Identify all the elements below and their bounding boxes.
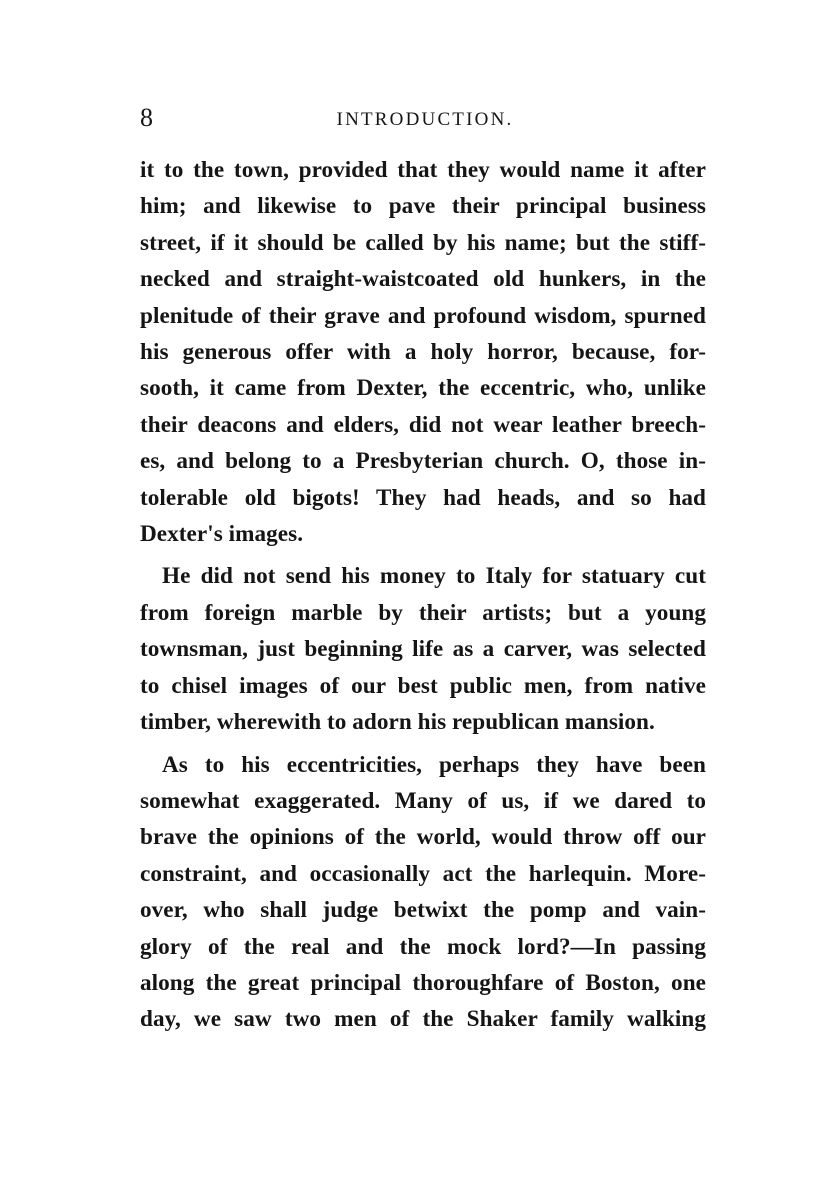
paragraph [140,747,706,1038]
text-line: Dexter's images. [140,521,304,548]
text-line: day, we saw two men of the Shaker family walking [140,1006,706,1033]
page-number: 8 [140,103,153,132]
text-line: He did not send his money to Italy for statuary cut [162,563,706,590]
text-line: es, and belong to a Presbyterian church. O, those in- [140,448,706,475]
text-line: from foreign marble by their artists; but a young [140,599,706,626]
text-line: townsman, just beginning life as a carver, was selected [140,636,706,663]
text-line: their deacons and elders, did not wear leather breech- [140,411,706,438]
text-line: somewhat exaggerated. Many of us, if we dared to [140,787,706,814]
text-line: brave the opinions of the world, would throw off our [140,824,706,851]
running-head: INTRODUCTION. [336,109,514,130]
text-line: along the great principal thoroughfare of Boston, one [140,969,706,996]
text-line: timber, wherewith to adorn his republican mansion. [140,709,655,736]
text-line: his generous offer with a holy horror, because, for- [140,339,706,366]
paragraph [140,152,706,552]
text-line: glory of the real and the mock lord?—In passing [140,933,706,960]
text-line: plenitude of their grave and profound wisdom, spurned [140,302,706,329]
text-line: constraint, and occasionally act the harlequin. More- [140,860,706,887]
paragraph [140,558,706,740]
text-line: over, who shall judge betwixt the pomp and vain- [140,897,706,924]
text-line: to chisel images of our best public men, from native [140,672,706,699]
text-line: necked and straight-waistcoated old hunkers, in the [140,266,706,293]
text-line: As to his eccentricities, perhaps they have been [162,751,706,778]
text-line: tolerable old bigots! They had heads, and so had [140,484,706,511]
body-text [140,152,706,1038]
text-line: street, if it should be called by his name; but the stiff- [140,229,706,256]
page-header [140,100,710,136]
text-line: it to the town, provided that they would name it after [140,157,706,183]
text-line: him; and likewise to pave their principal business [140,193,706,220]
text-line: sooth, it came from Dexter, the eccentric, who, unlike [140,375,706,402]
